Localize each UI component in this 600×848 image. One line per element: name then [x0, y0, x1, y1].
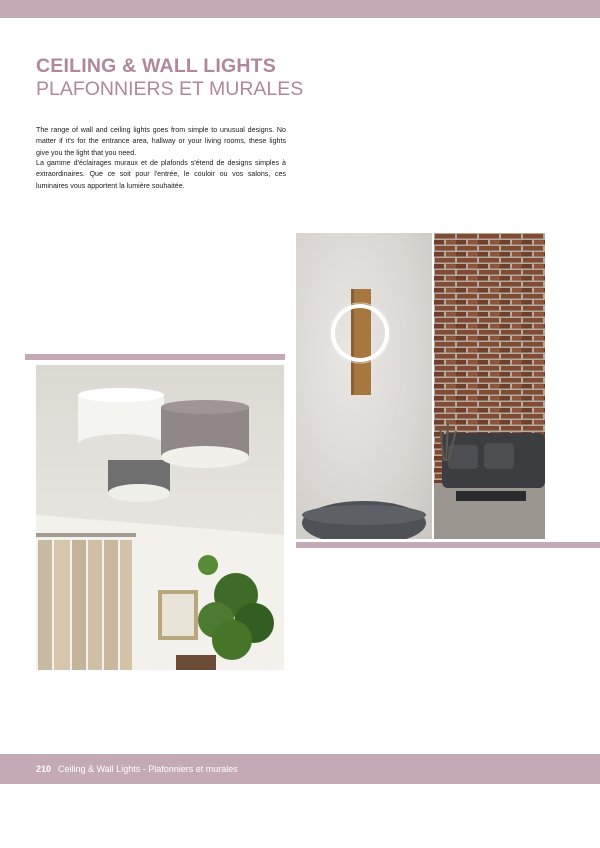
top-accent-bar	[0, 0, 600, 18]
intro-paragraph-english: The range of wall and ceiling lights goes from simple to unusual designs. No matter if it's for the entrance area, hallway or your living rooms, these lights give you the light that you need.	[36, 126, 286, 157]
footer-page-number: 210	[36, 764, 52, 774]
page-title-english: CEILING & WALL LIGHTS	[36, 55, 276, 77]
intro-paragraph-french: La gamme d'éclairages muraux et de plafonds s'étend de designs simples à extraordinaires. Que ce soit pour l'entrée, le couloir ou vos salons, ces luminaires vous apportent la lumière souhaitée.	[36, 159, 286, 190]
page-title-french: PLAFONNIERS ET MURALES	[36, 78, 304, 100]
footer-section-title: Ceiling & Wall Lights - Plafonniers et murales	[58, 764, 238, 774]
divider-bar-right	[296, 542, 600, 548]
wall-lamp-photo	[296, 233, 432, 539]
ceiling-lamp-photo	[36, 365, 284, 670]
brick-wall-living-room-photo	[434, 233, 545, 539]
divider-bar-left	[25, 354, 285, 360]
